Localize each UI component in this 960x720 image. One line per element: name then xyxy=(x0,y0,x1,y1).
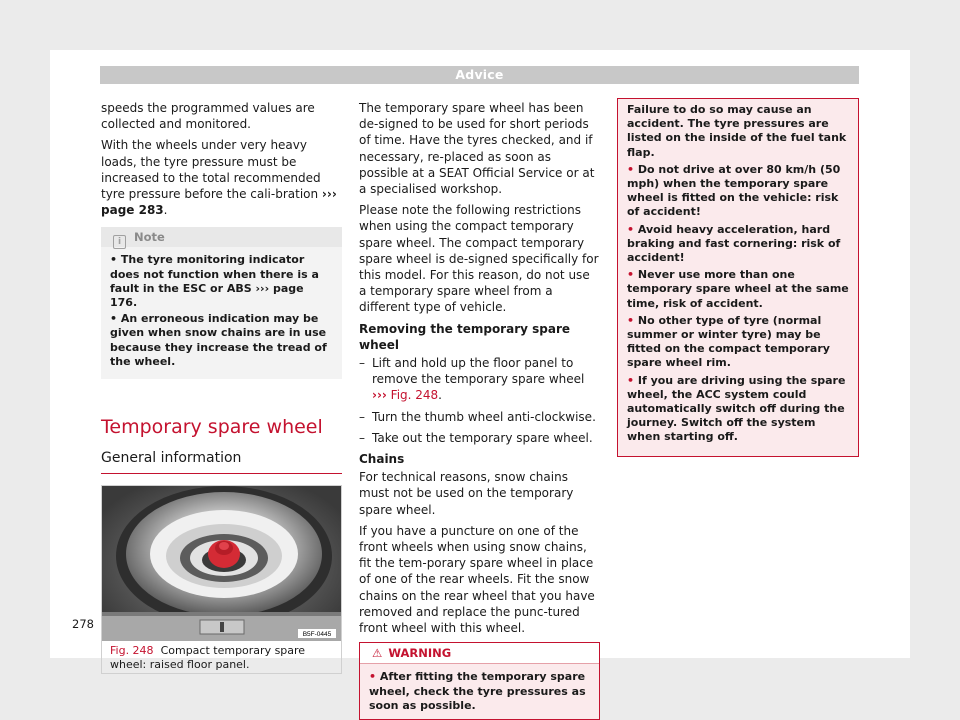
link-arrows: ››› xyxy=(372,388,387,403)
warning-item: • Never use more than one temporary spare wheel at the same time, risk of accident. xyxy=(627,268,849,310)
paragraph: Please note the following restrictions when using the compact temporary spare wheel. The compact temporary spare wheel is de-signed specifically for this model. For this reason, do not use a temporary spare wheel from a different type of vehicle. xyxy=(359,203,599,315)
note-item: • The tyre monitoring indicator does not function when there is a fault in the ESC or ABS ››› page 176. xyxy=(110,253,319,310)
bullet-icon: • xyxy=(627,162,635,176)
image-code: B5F-0445 xyxy=(302,631,332,639)
figure-caption: Fig. 248 Compact temporary spare wheel: raised floor panel. xyxy=(110,644,306,672)
note-body xyxy=(101,247,342,379)
note-title: Note xyxy=(134,230,165,245)
paragraph: speeds the programmed values are collected and monitored. xyxy=(101,101,315,132)
warning-title: WARNING xyxy=(388,646,452,661)
bullet-icon: • xyxy=(627,268,635,282)
paragraph: If you have a puncture on one of the front wheels when using snow chains, fit the tem-porary spare wheel in place of one of the rear wheels. Fit the snow chains on the rear wheel that you have removed and replace the punc-tured front wheel with this wheel. xyxy=(359,523,595,636)
page-link[interactable]: page 176 xyxy=(110,281,304,310)
bullet-icon: • xyxy=(369,670,377,684)
warning-header xyxy=(360,643,599,664)
paragraph: For technical reasons, snow chains must not be used on the temporary spare wheel. xyxy=(359,470,574,517)
bullet-icon: • xyxy=(110,253,118,267)
link-arrows: ››› xyxy=(255,281,270,295)
info-icon: i xyxy=(113,235,126,249)
note-item: • An erroneous indication may be given when snow chains are in use because they increase the tread of the wheel. xyxy=(110,312,327,368)
warning-body: • After fitting the temporary spare wheel, check the tyre pressures as soon as possible. xyxy=(360,664,599,719)
warning-triangle-icon: ⚠ xyxy=(372,646,383,661)
figure-link[interactable]: Fig. 248 xyxy=(386,388,439,403)
bullet-icon: • xyxy=(627,313,635,327)
page-link[interactable]: page 283 xyxy=(101,203,164,218)
warning-continuation xyxy=(617,98,859,457)
subheading-removing: Removing the temporary spare wheel xyxy=(359,321,571,352)
section-subtitle: General information xyxy=(101,449,342,474)
page-header: Advice xyxy=(100,66,859,84)
column-3 xyxy=(617,100,859,457)
warning-box xyxy=(359,642,600,720)
bullet-icon: • xyxy=(627,373,635,387)
warning-item: • If you are driving using the spare wheel, the ACC system could automatically switch off during the journey. Switch off the system when starting off. xyxy=(627,373,846,444)
section-title: Temporary spare wheel xyxy=(101,416,323,439)
paragraph: With the wheels under very heavy loads, the tyre pressure must be increased to the total recommended tyre pressure before the cali-bration ››› page 283. xyxy=(101,138,337,218)
link-arrows: ››› xyxy=(321,187,337,202)
dash-icon: – xyxy=(359,409,365,424)
page-number: 278 xyxy=(72,617,94,631)
subheading-chains: Chains xyxy=(359,452,405,467)
dash-icon: – xyxy=(359,356,365,371)
paragraph: The temporary spare wheel has been de-signed to be used for short periods of time. Have the tyres checked, and if necessary, re-placed as soon as possible at a SEAT Official Service or at a specialised workshop. xyxy=(359,101,595,197)
dash-icon: – xyxy=(359,430,365,445)
note-box xyxy=(101,227,342,379)
warning-item: • Avoid heavy acceleration, hard braking and fast cornering: risk of accident! xyxy=(627,222,841,265)
step-item: – Turn the thumb wheel anti-clockwise. xyxy=(359,409,596,424)
spare-wheel-illustration xyxy=(102,486,341,641)
note-header xyxy=(101,227,342,247)
figure-248 xyxy=(101,485,342,674)
step-item: – Lift and hold up the floor panel to remove the temporary spare wheel ››› Fig. 248. xyxy=(359,356,585,403)
warning-item: • No other type of tyre (normal summer or winter tyre) may be fitted on the compact temporary spare wheel rim. xyxy=(627,313,830,370)
warning-item: • Do not drive at over 80 km/h (50 mph) when the temporary spare wheel is fitted on the vehicle: risk of accident! xyxy=(627,162,841,219)
bullet-icon: • xyxy=(627,222,635,236)
warning-intro: Failure to do so may cause an accident. The tyre pressures are listed on the inside of the fuel tank flap. xyxy=(627,103,847,159)
spare-wheel-image xyxy=(102,486,341,641)
figure-number: Fig. 248 xyxy=(110,644,154,658)
bullet-icon: • xyxy=(110,312,118,326)
column-1 xyxy=(101,100,342,674)
column-2 xyxy=(359,100,600,720)
step-item: – Take out the temporary spare wheel. xyxy=(359,430,593,445)
